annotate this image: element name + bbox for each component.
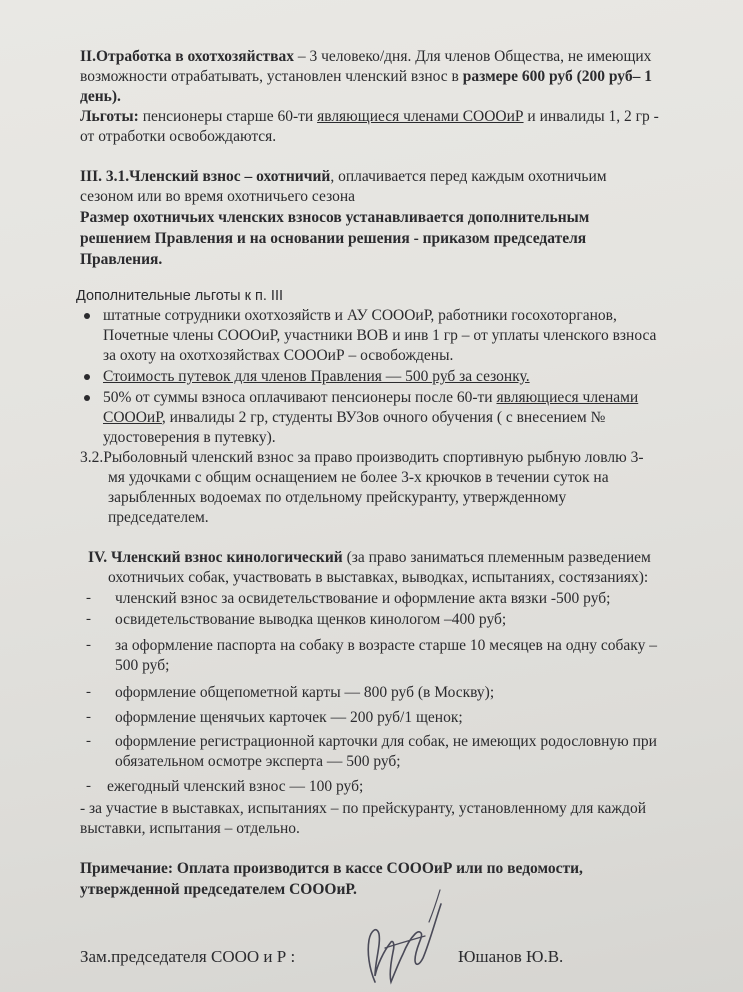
signatory-title: Зам.председателя СООО и Р : — [80, 947, 296, 966]
section-3-line-1 — [80, 167, 607, 186]
dash-marker: - — [86, 709, 91, 725]
signatory-name: Юшанов Ю.В. — [458, 947, 564, 966]
section-3-2-line-3: зарыбленных водоемах по отдельному прейскуранту, утвержденному — [108, 489, 567, 506]
bullet-1-line-2: Почетные члены СОООиР, участники ВОВ и инв 1 гр – от уплаты членского взноса — [103, 327, 657, 344]
fee-item-2: освидетельствование выводка щенков кинологом –400 руб; — [115, 611, 507, 628]
section-3-line-2: сезоном или во время охотничьего сезона — [80, 188, 356, 205]
section-2-line-5: от отработки освобождаются. — [80, 128, 277, 145]
fee-item-7: ежегодный членский взнос — 100 руб; — [107, 778, 364, 795]
fee-item-6-line-1: оформление регистрационной карточки для собак, не имеющих родословную при — [115, 733, 657, 750]
section-3-2-line-2: мя удочками с общим оснащением не более 3-х крючков в течении суток на — [108, 469, 609, 486]
section-3-line-5: Правления. — [80, 251, 163, 268]
section-2-line-2 — [80, 67, 652, 86]
benefits-label: Льготы: — [80, 108, 139, 125]
fee-item-8-line-1: - за участие в выставках, испытаниях – по прейскуранту, установленному для каждой — [80, 800, 647, 817]
fee-item-5: оформление щенячьих карточек — 200 руб/1 щенок; — [115, 709, 463, 726]
bullet-icon — [84, 395, 90, 401]
bullet-3-line-1 — [103, 388, 638, 407]
section-3-line-3: Размер охотничьих членских взносов устанавливается дополнительным — [80, 209, 590, 226]
section-2-heading: II.Отработка в охотхозяйствах — [80, 48, 294, 65]
section-3-text: , оплачивается перед каждым охотничьим — [330, 168, 607, 185]
underlined-text: СОООиР — [103, 409, 162, 426]
fee-item-4: оформление общепометной карты — 800 руб (в Москву); — [115, 684, 495, 701]
section-3-2-line-4: председателем. — [108, 509, 209, 526]
note-line-2: утвержденной председателем СОООиР. — [80, 881, 357, 898]
section-2-text: пенсионеры старше 60-ти — [138, 108, 318, 125]
dash-marker: - — [86, 733, 91, 749]
section-2-text: и инвалиды 1, 2 гр - — [523, 108, 659, 125]
section-2-line-1 — [80, 47, 651, 66]
underlined-text: являющиеся членами — [496, 389, 639, 406]
section-4-line-2: охотничьих собак, участвовать в выставках, выводках, испытаниях, состязаниях): — [108, 569, 649, 586]
bullet-icon — [84, 374, 90, 380]
bullet-2-line-1: Стоимость путевок для членов Правления — 500 руб за сезонку. — [103, 368, 530, 385]
section-4-text: (за право заниматься племенным разведением — [342, 549, 651, 566]
dash-marker: - — [86, 590, 91, 606]
dash-marker: - — [86, 778, 91, 794]
fee-item-3-line-1: за оформление паспорта на собаку в возрасте старше 10 месяцев на одну собаку – — [115, 637, 657, 654]
section-3-line-4: решением Правления и на основании решения - приказом председателя — [80, 230, 587, 247]
fee-item-8-line-2: выставки, испытания – отдельно. — [80, 820, 300, 837]
bullet-3-line-3: удостоверения в путевку). — [103, 429, 276, 446]
additional-benefits-heading: Дополнительные льготы к п. III — [76, 288, 284, 304]
bullet-3-text: 50% от суммы взноса оплачивают пенсионеры после 60-ти — [103, 389, 497, 406]
dash-marker: - — [86, 637, 91, 653]
section-3-heading: III. 3.1.Членский взнос – охотничий — [80, 168, 331, 185]
dash-marker: - — [86, 611, 91, 627]
section-2-fee: размере 600 руб (200 руб– 1 — [458, 68, 652, 85]
dash-marker: - — [86, 684, 91, 700]
bullet-1-line-1: штатные сотрудники охотхозяйств и АУ СОООиР, работники госохоторганов, — [103, 307, 617, 324]
section-4-line-1 — [88, 548, 651, 567]
fee-item-3-line-2: 500 руб; — [115, 657, 170, 674]
bullet-3-line-2 — [103, 408, 605, 427]
signature-icon — [345, 882, 455, 992]
section-2-text: – 3 человеко/дня. Для членов Общества, не имеющих — [293, 48, 652, 65]
bullet-icon — [84, 313, 90, 319]
fee-item-6-line-2: обязательном осмотре эксперта — 500 руб; — [115, 753, 401, 770]
section-2-line-3: день). — [80, 88, 121, 105]
section-2-line-4 — [80, 107, 659, 126]
underlined-text: являющиеся членами СОООиР — [317, 108, 524, 125]
section-2-text: возможности отрабатывать, установлен членский взнос в — [80, 68, 459, 85]
bullet-3-text: , инвалиды 2 гр, студенты ВУЗов очного обучения ( с внесением № — [161, 409, 606, 426]
section-4-heading: IV. Членский взнос кинологический — [88, 549, 343, 566]
fee-item-1: членский взнос за освидетельствование и оформление акта вязки -500 руб; — [115, 590, 611, 607]
section-3-2-line-1: 3.2.Рыболовный членский взнос за право производить спортивную рыбную ловлю 3- — [80, 449, 644, 466]
note-line-1: Примечание: Оплата производится в кассе СОООиР или по ведомости, — [80, 860, 583, 877]
bullet-1-line-3: за охоту на охотхозяйствах СОООиР – освобождены. — [103, 347, 454, 364]
